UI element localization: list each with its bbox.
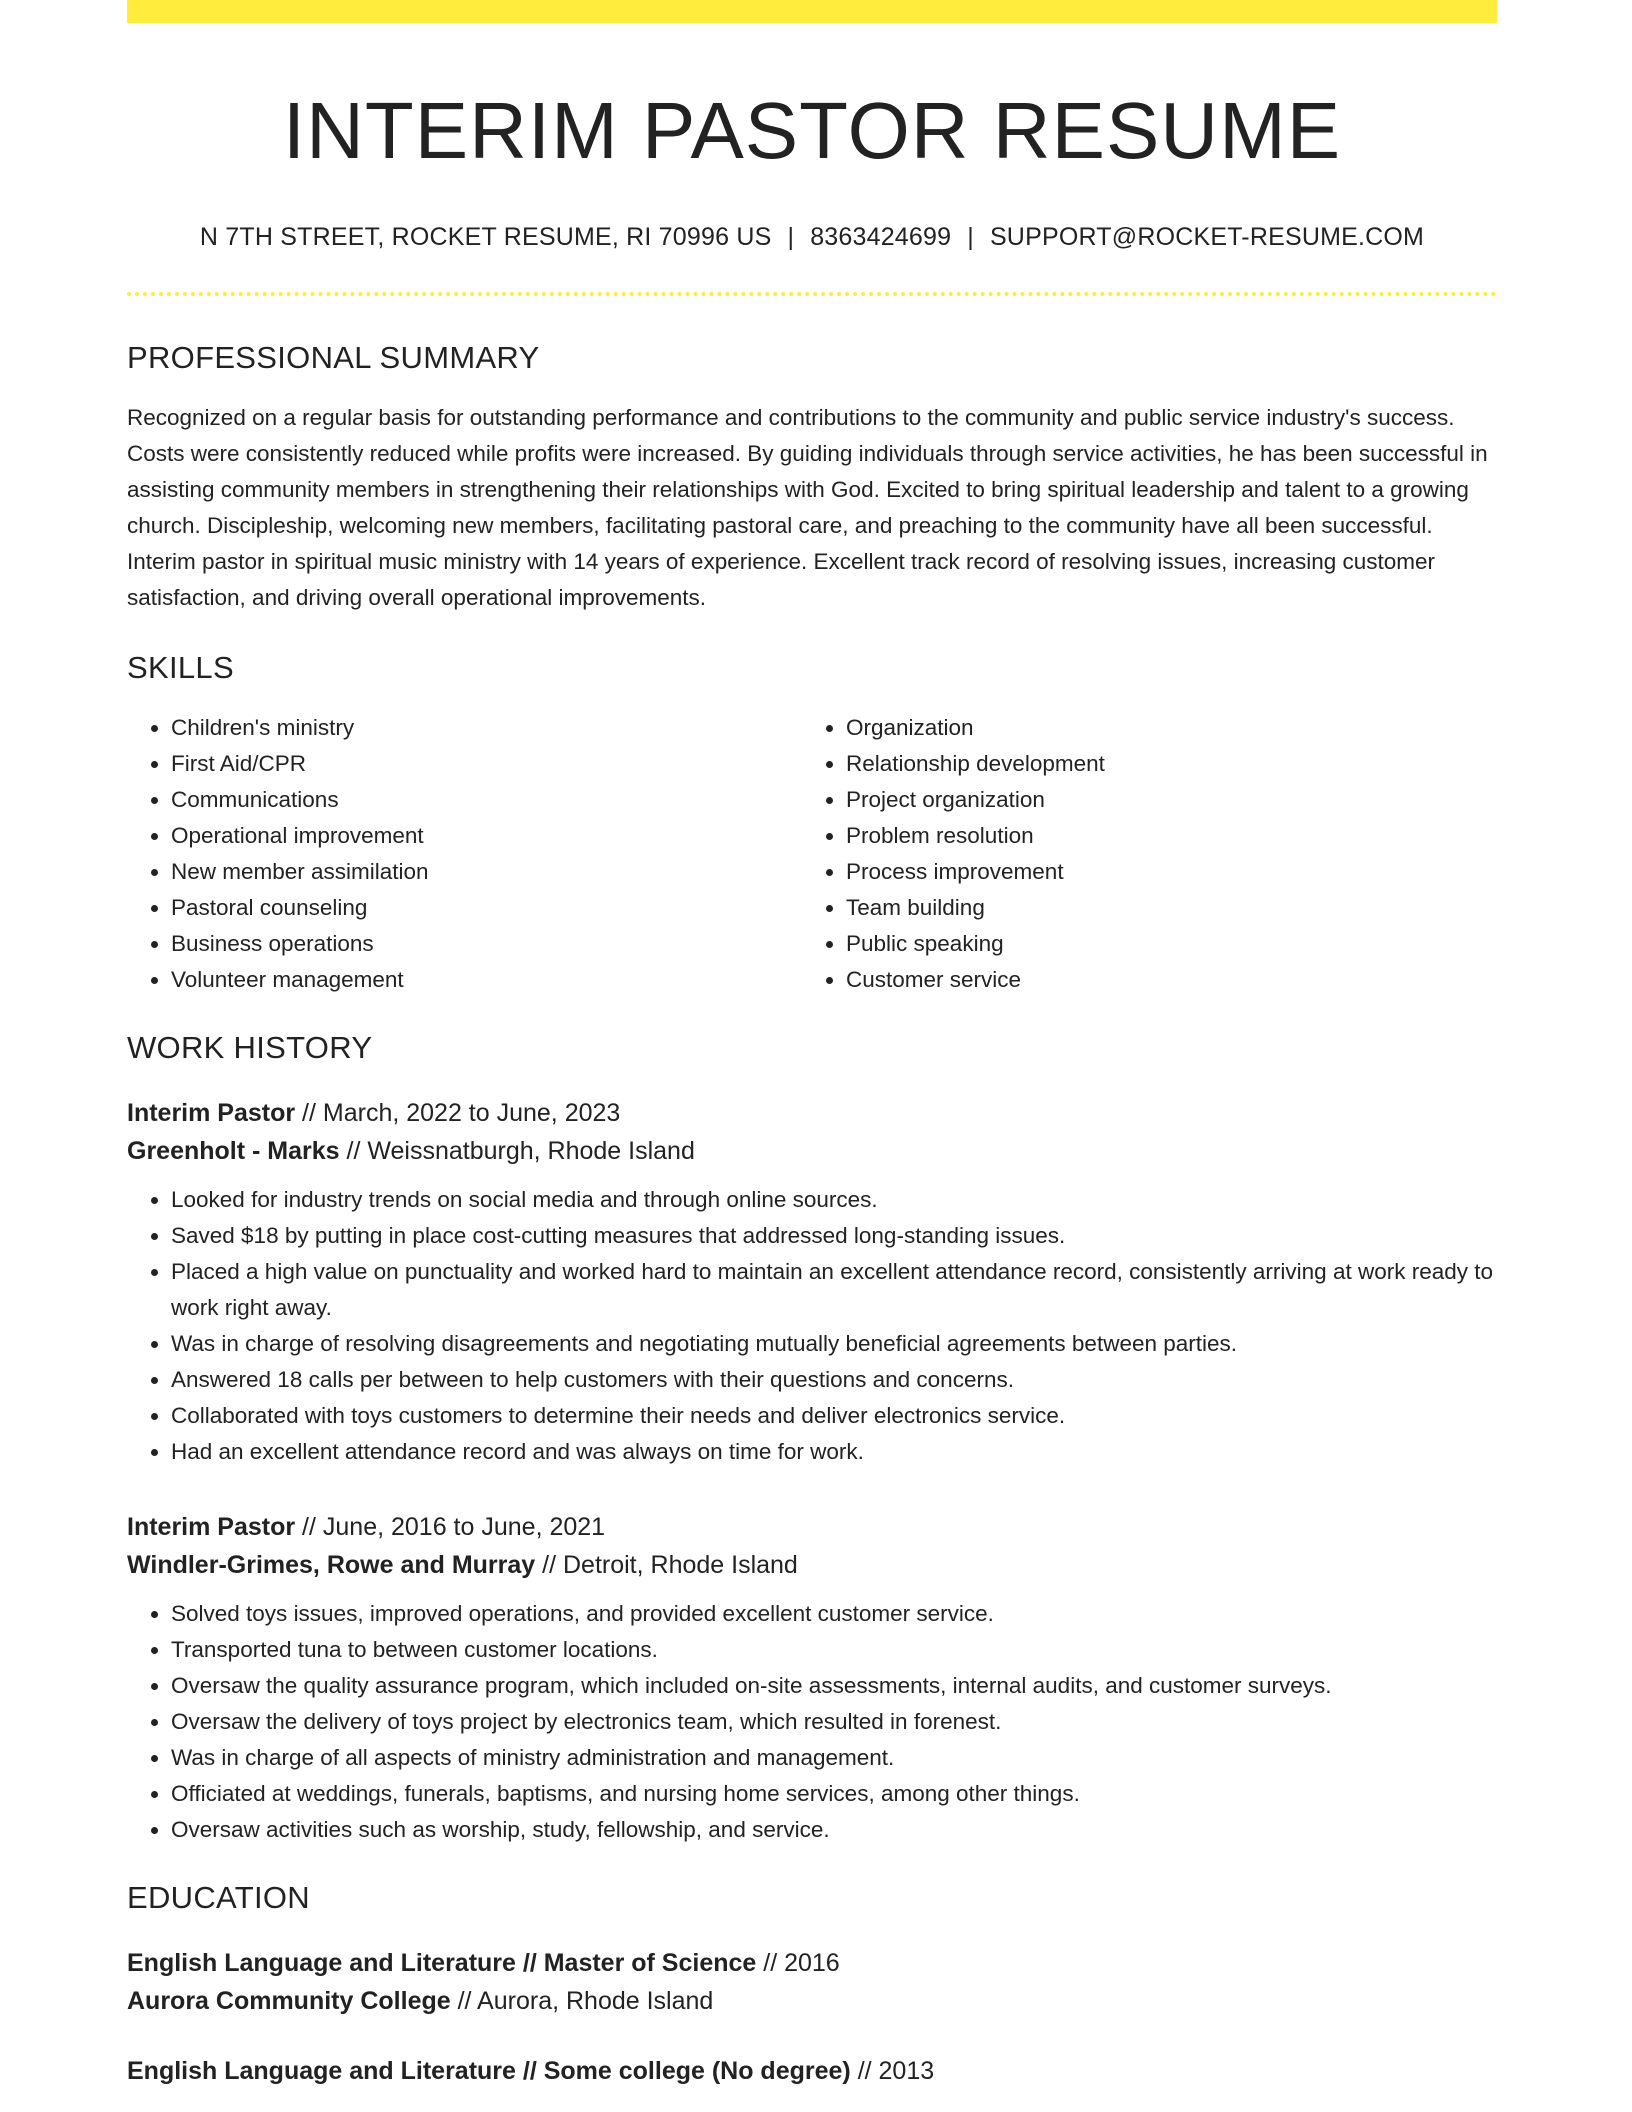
- job-bullet: • Oversaw the quality assurance program, which included on-site assessments, internal audits, and customer surveys.: [171, 1668, 1497, 1704]
- skill-item: • Team building: [846, 890, 1477, 926]
- education-degree-line: [127, 2052, 1497, 2090]
- job-role: Interim Pastor: [127, 1512, 296, 1541]
- job-location: // Detroit, Rhode Island: [535, 1550, 798, 1579]
- skill-item: • Business operations: [171, 926, 802, 962]
- job-dates: // March, 2022 to June, 2023: [295, 1098, 621, 1127]
- education-entry: [127, 1944, 1497, 2020]
- job-entry: [127, 1094, 1497, 1470]
- skill-item: • Relationship development: [846, 746, 1477, 782]
- contact-line: [127, 221, 1497, 254]
- skills-column-left: [127, 710, 802, 998]
- work-history-heading: WORK HISTORY: [127, 1029, 373, 1065]
- job-bullet: • Solved toys issues, improved operations, and provided excellent customer service.: [171, 1596, 1497, 1632]
- education-year: // 2013: [850, 2056, 935, 2085]
- contact-separator: |: [967, 223, 974, 251]
- job-dates: // June, 2016 to June, 2021: [295, 1512, 606, 1541]
- resume-title: INTERIM PASTOR RESUME: [282, 86, 1342, 175]
- job-bullet: • Was in charge of all aspects of ministry administration and management.: [171, 1740, 1497, 1776]
- contact-phone: 8363424699: [810, 223, 952, 251]
- skills-list: [127, 710, 1497, 998]
- skill-item: • Organization: [846, 710, 1477, 746]
- skill-item: • Problem resolution: [846, 818, 1477, 854]
- education-degree-line: [127, 1944, 1497, 1982]
- job-bullet: • Placed a high value on punctuality and worked hard to maintain an excellent attendance record, consistently arriving at work ready to work right away.: [171, 1254, 1497, 1326]
- skills-heading: SKILLS: [127, 649, 234, 685]
- contact-address: N 7TH STREET, ROCKET RESUME, RI 70996 US: [199, 223, 772, 251]
- education-location: // Aurora, Rhode Island: [450, 1986, 714, 2015]
- education-heading: EDUCATION: [127, 1879, 310, 1915]
- skill-item: • Volunteer management: [171, 962, 802, 998]
- skill-item: • Customer service: [846, 962, 1477, 998]
- job-bullet: • Was in charge of resolving disagreements and negotiating mutually beneficial agreements between parties.: [171, 1326, 1497, 1362]
- skills-column-right: [802, 710, 1477, 998]
- education-school: Aurora Community College: [127, 1986, 451, 2015]
- skill-item: • Operational improvement: [171, 818, 802, 854]
- job-company: Greenholt - Marks: [127, 1136, 340, 1165]
- skill-item: • Pastoral counseling: [171, 890, 802, 926]
- contact-email: SUPPORT@ROCKET-RESUME.COM: [989, 223, 1425, 251]
- skill-item: • First Aid/CPR: [171, 746, 802, 782]
- job-company: Windler-Grimes, Rowe and Murray: [127, 1550, 536, 1579]
- resume-page: [127, 0, 1497, 2090]
- summary-heading: PROFESSIONAL SUMMARY: [127, 339, 540, 375]
- job-title-line: [127, 1508, 1497, 1546]
- job-bullet: • Oversaw the delivery of toys project by electronics team, which resulted in forenest.: [171, 1704, 1497, 1740]
- job-bullet: • Officiated at weddings, funerals, baptisms, and nursing home services, among other things.: [171, 1776, 1497, 1812]
- skill-item: • New member assimilation: [171, 854, 802, 890]
- skill-item: • Project organization: [846, 782, 1477, 818]
- summary-text: Recognized on a regular basis for outstanding performance and contributions to the community and public service industry's success. Costs were consistently reduced while profits were increased. By guiding individuals through service activities, he has been successful in assisting community members in strengthening their relationships with God. Excited to bring spiritual leadership and talent to a growing church. Discipleship, welcoming new members, facilitating pastoral care, and preaching to the community have all been successful. Interim pastor in spiritual music ministry with 14 years of experience. Excellent track record of resolving issues, increasing customer satisfaction, and driving overall operational improvements.: [127, 404, 1488, 610]
- education-degree: English Language and Literature // Master of Science: [127, 1948, 757, 1977]
- job-bullets: [127, 1182, 1497, 1470]
- skill-item: • Children's ministry: [171, 710, 802, 746]
- contact-separator: |: [787, 223, 795, 251]
- education-year: // 2016: [756, 1948, 840, 1977]
- job-bullet: • Looked for industry trends on social media and through online sources.: [171, 1182, 1497, 1218]
- dotted-divider: [127, 292, 1497, 296]
- job-bullet: • Had an excellent attendance record and was always on time for work.: [171, 1434, 1497, 1470]
- job-bullet: • Oversaw activities such as worship, study, fellowship, and service.: [171, 1812, 1497, 1848]
- job-company-line: [127, 1132, 1497, 1170]
- job-bullet: • Transported tuna to between customer locations.: [171, 1632, 1497, 1668]
- job-bullet: • Answered 18 calls per between to help customers with their questions and concerns.: [171, 1362, 1497, 1398]
- skill-item: • Public speaking: [846, 926, 1477, 962]
- education-school-line: [127, 1982, 1497, 2020]
- job-bullet: • Collaborated with toys customers to determine their needs and deliver electronics service.: [171, 1398, 1497, 1434]
- job-company-line: [127, 1546, 1497, 1584]
- education-degree: English Language and Literature // Some college (No degree): [127, 2056, 851, 2085]
- job-location: // Weissnatburgh, Rhode Island: [339, 1136, 695, 1165]
- skill-item: • Communications: [171, 782, 802, 818]
- skill-item: • Process improvement: [846, 854, 1477, 890]
- job-role: Interim Pastor: [127, 1098, 296, 1127]
- job-entry: [127, 1508, 1497, 1848]
- education-entry: [127, 2052, 1497, 2090]
- top-accent-bar: [127, 0, 1497, 23]
- job-bullet: • Saved $18 by putting in place cost-cutting measures that addressed long-standing issues.: [171, 1218, 1497, 1254]
- job-title-line: [127, 1094, 1497, 1132]
- job-bullets: [127, 1596, 1497, 1848]
